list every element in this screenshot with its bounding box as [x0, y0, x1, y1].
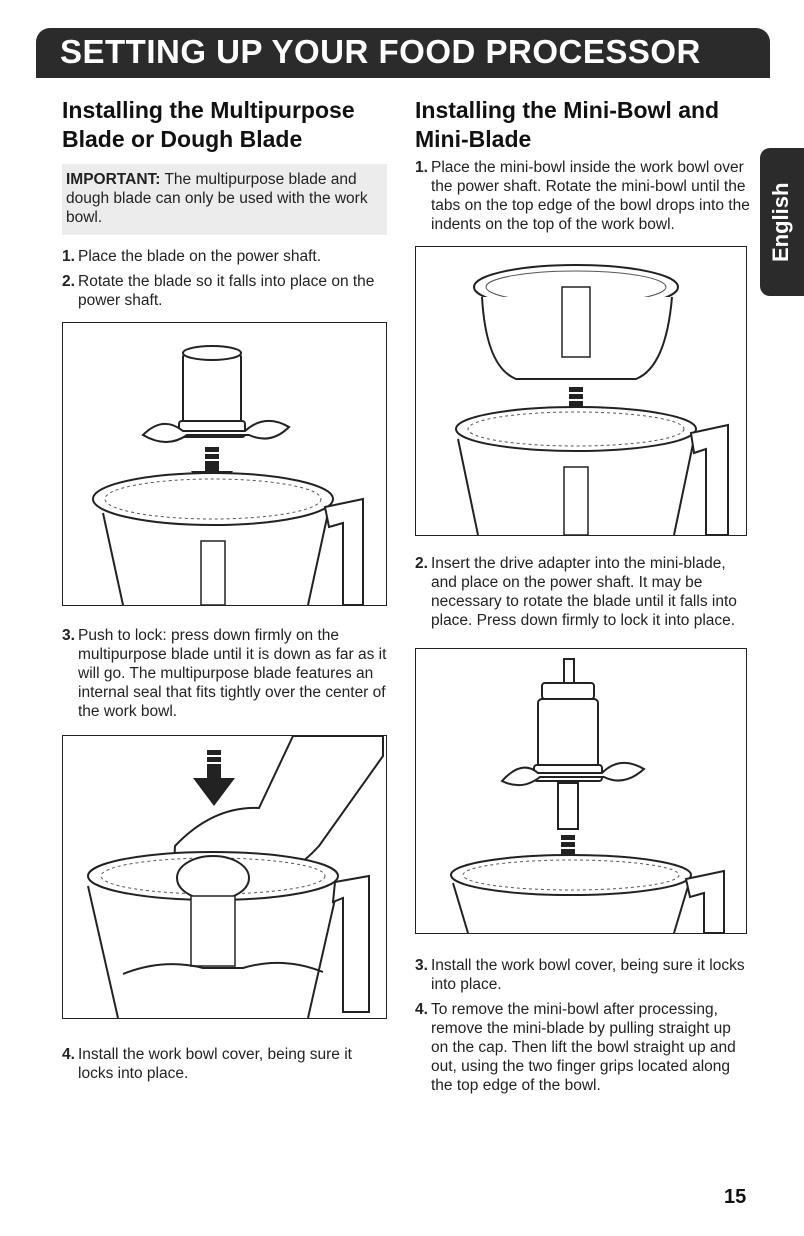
right-steps	[415, 158, 750, 234]
left-step-2	[62, 272, 387, 310]
left-step-3	[62, 626, 387, 721]
left-steps	[62, 247, 387, 310]
section-title: SETTING UP YOUR FOOD PROCESSOR	[60, 33, 701, 70]
left-steps-c	[62, 1045, 387, 1083]
step-number: 3.	[415, 957, 428, 974]
important-text: The multipurpose blade and dough blade can only be used with the work bowl.	[66, 171, 368, 226]
right-step-4	[415, 1000, 750, 1095]
step-number: 4.	[62, 1046, 75, 1063]
step-number: 2.	[62, 273, 75, 290]
step-text: Place the blade on the power shaft.	[78, 248, 321, 265]
step-text: Push to lock: press down firmly on the multipurpose blade until it is down as far as it will go. The multipurpose blade features an internal seal that fits tightly over the center of the work bowl.	[78, 627, 387, 720]
step-number: 1.	[415, 159, 428, 176]
right-heading: Installing the Mini-Bowl and Mini-Blade	[415, 97, 720, 152]
right-step-1	[415, 158, 750, 234]
left-column	[62, 96, 387, 1083]
push-to-lock-illustration	[63, 736, 386, 1018]
left-steps-b	[62, 626, 387, 721]
step-number: 3.	[62, 627, 75, 644]
step-text: Rotate the blade so it falls into place on the power shaft.	[78, 273, 375, 309]
left-heading: Installing the Multipurpose Blade or Dough Blade	[62, 97, 355, 152]
mini-blade-illustration	[416, 649, 746, 933]
step-number: 2.	[415, 555, 428, 572]
right-step-3	[415, 956, 750, 994]
step-text: Install the work bowl cover, being sure it locks into place.	[431, 957, 745, 993]
page-number: 15	[724, 1186, 747, 1208]
step-text: Insert the drive adapter into the mini-blade, and place on the power shaft. It may be necessary to rotate the blade until it falls into place. Press down firmly to lock it into place.	[431, 555, 737, 629]
right-steps-c	[415, 956, 750, 1095]
step-number: 4.	[415, 1001, 428, 1018]
step-number: 1.	[62, 248, 75, 265]
language-tab	[760, 148, 804, 296]
mini-bowl-illustration	[416, 247, 746, 535]
left-step-1	[62, 247, 387, 266]
left-step-4	[62, 1045, 387, 1083]
right-column	[415, 96, 750, 1095]
step-text: Install the work bowl cover, being sure it locks into place.	[78, 1046, 352, 1082]
important-note	[62, 164, 387, 235]
section-banner	[36, 28, 770, 78]
figure-blade-on-shaft	[62, 322, 387, 606]
blade-on-shaft-illustration	[63, 323, 386, 605]
step-text: To remove the mini-bowl after processing, remove the mini-blade by pulling straight up on the cap. Then lift the bowl straight up and out, using the two finger grips located along the top edge of the bowl.	[431, 1001, 736, 1094]
figure-push-to-lock	[62, 735, 387, 1019]
important-label: IMPORTANT:	[66, 171, 161, 188]
figure-mini-blade	[415, 648, 747, 934]
language-tab-label: English	[768, 182, 793, 262]
step-text: Place the mini-bowl inside the work bowl over the power shaft. Rotate the mini-bowl until the tabs on the top edge of the bowl drops into the indents on the top of the work bowl.	[431, 159, 750, 233]
right-steps-b	[415, 554, 750, 630]
right-step-2	[415, 554, 750, 630]
figure-mini-bowl	[415, 246, 747, 536]
